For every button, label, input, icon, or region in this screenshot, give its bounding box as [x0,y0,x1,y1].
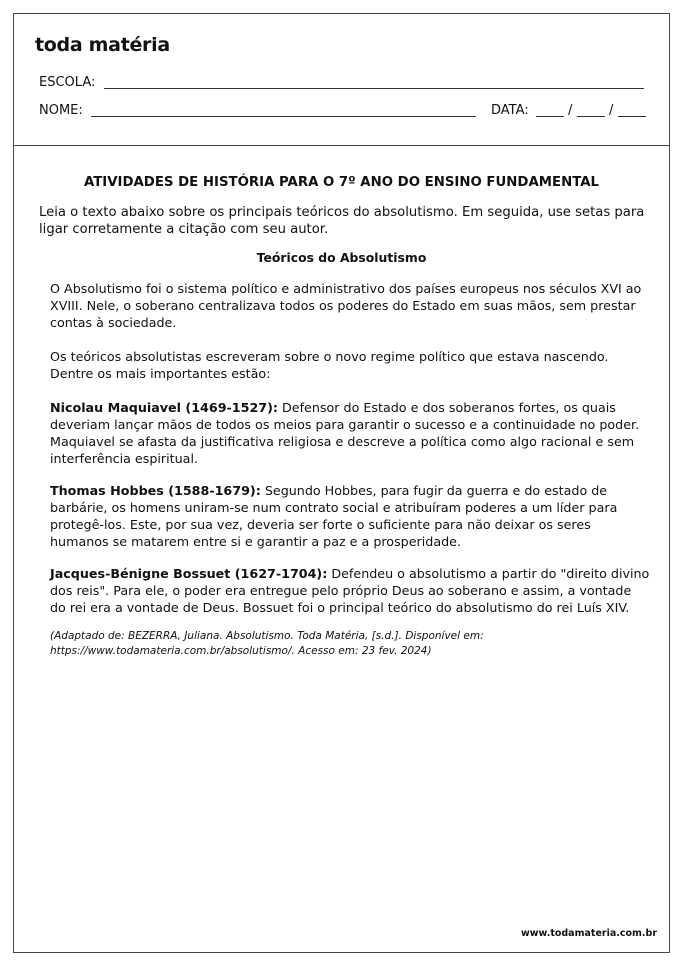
context-paragraph: Os teóricos absolutistas escreveram sobre o novo regime político que estava nascendo. Dentre os mais importantes estão: [50,349,609,381]
theorist-description: Segundo Hobbes, para fugir da guerra e do estado de barbárie, os homens uniram-se num contrato social e atribuíram poderes a um líder para protegê-los. Este, por sua vez, deveria ser forte o suficiente para não deixar os seres humanos se matarem entre si e garantir a paz e a prosperidade. [50,483,618,549]
nome-line[interactable] [91,116,476,117]
footer-url: www.todamateria.com.br [520,928,657,939]
date-separator: / [609,103,614,118]
source-citation: (Adaptado de: BEZERRA, Juliana. Absolutismo. Toda Matéria, [s.d.]. Disponível em: https://www.todamateria.com.br/absolutismo/. Acesso em: 23 fev. 2024) [50,630,484,657]
instructions-text: Leia o texto abaixo sobre os principais teóricos do absolutismo. Em seguida, use setas para ligar corretamente a citação com seu autor. [39,205,645,237]
theorist-description: Defendeu o absolutismo a partir do "direito divino dos reis". Para ele, o poder era entregue pelo próprio Deus ao soberano e assim, a vontade do rei era a vontade de Deus. Bossuet foi o principal teórico do absolutismo do rei Luís XIV. [50,566,650,615]
theorist-paragraph-hobbes [50,482,650,550]
worksheet-title: ATIVIDADES DE HISTÓRIA PARA O 7º ANO DO ENSINO FUNDAMENTAL [83,175,600,190]
worksheet-frame [13,13,670,953]
theorist-name: Thomas Hobbes (1588-1679): [50,483,261,498]
escola-line[interactable] [104,88,644,89]
intro-paragraph: O Absolutismo foi o sistema político e administrativo dos países europeus nos séculos XVI ao XVIII. Nele, o soberano centralizava todos os poderes do Estado em suas mãos, sem prestar contas à sociedade. [50,281,642,330]
theorist-paragraph-maquiavel [50,399,650,467]
theorist-description: Defensor do Estado e dos soberanos fortes, os quais deveriam lançar mãos de todos os meios para garantir o sucesso e a continuidade no poder. Maquiavel se afasta da justificativa religiosa e descreve a política como algo racional e sem interferência espiritual. [50,400,640,466]
brand-logo: toda matéria [35,34,170,56]
theorist-paragraph-bossuet [50,565,650,616]
data-label: DATA: [491,103,529,118]
nome-label: NOME: [39,103,83,118]
date-day-line[interactable] [536,116,564,117]
escola-label: ESCOLA: [39,75,96,90]
theorist-name: Jacques-Bénigne Bossuet (1627-1704): [50,566,328,581]
section-subtitle: Teóricos do Absolutismo [256,250,427,265]
date-separator: / [568,103,573,118]
worksheet-header [14,14,669,146]
date-month-line[interactable] [577,116,605,117]
theorist-name: Nicolau Maquiavel (1469-1527): [50,400,278,415]
date-year-line[interactable] [618,116,646,117]
